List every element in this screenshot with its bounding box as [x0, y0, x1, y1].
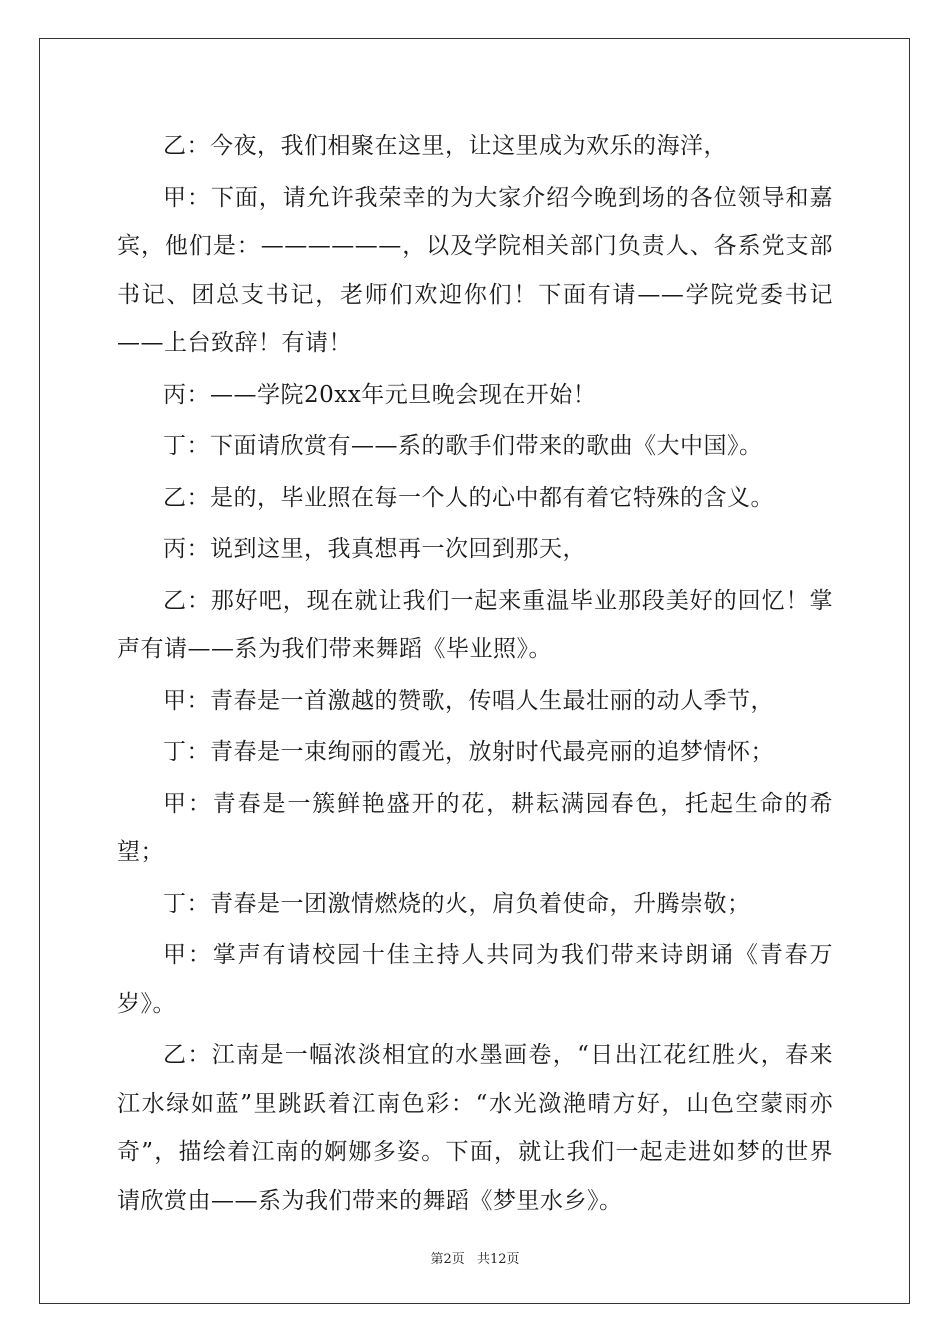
- paragraph: 丁：青春是一束绚丽的霞光，放射时代最亮丽的追梦情怀；: [163, 739, 774, 765]
- page-total: 共12页: [476, 1252, 520, 1267]
- page-footer: [0, 1248, 950, 1267]
- paragraph: 乙：那好吧，现在就让我们一起来重温毕业那段美好的回忆！掌声有请——系为我们带来舞蹈《毕业照》。: [117, 587, 833, 662]
- paragraph: 乙：是的，毕业照在每一个人的心中都有着它特殊的含义。: [163, 484, 774, 511]
- paragraph: 丁：下面请欣赏有——系的歌手们带来的歌曲《大中国》。: [163, 433, 763, 459]
- paragraph: 乙：今夜，我们相聚在这里，让这里成为欢乐的海洋，: [163, 133, 727, 159]
- page-number: 第2页: [430, 1252, 465, 1267]
- paragraph: 甲：青春是一首激越的赞歌，传唱人生最壮丽的动人季节，: [163, 687, 774, 714]
- paragraph: 甲：下面，请允许我荣幸的为大家介绍今晚到场的各位领导和嘉宾，他们是：——————，以及学院相关部门负责人、各系党支部书记、团总支书记，老师们欢迎你们！下面有请——学院党委书记——上台致辞！有请！: [117, 184, 833, 356]
- paragraph: 丁：青春是一团激情燃烧的火，肩负着使命，升腾崇敬；: [163, 890, 751, 917]
- paragraph: 丙：——学院20xx年元旦晚会现在开始！: [163, 381, 597, 408]
- paragraph: 丙：说到这里，我真想再一次回到那天，: [163, 536, 586, 562]
- paragraph: 乙：江南是一幅浓淡相宜的水墨画卷，“日出江花红胜火，春来江水绿如蓝”里跳跃着江南色彩：“水光潋滟晴方好，山色空蒙雨亦奇”，描绘着江南的婀娜多姿。下面，就让我们一起走进如梦的世界请欣赏由——系为我们带来的舞蹈《梦里水乡》。: [117, 1042, 833, 1214]
- document-body: [117, 122, 833, 1228]
- paragraph: 甲：掌声有请校园十佳主持人共同为我们带来诗朗诵《青春万岁》。: [117, 942, 833, 1017]
- paragraph: 甲：青春是一簇鲜艳盛开的花，耕耘满园春色，托起生命的希望；: [117, 790, 833, 865]
